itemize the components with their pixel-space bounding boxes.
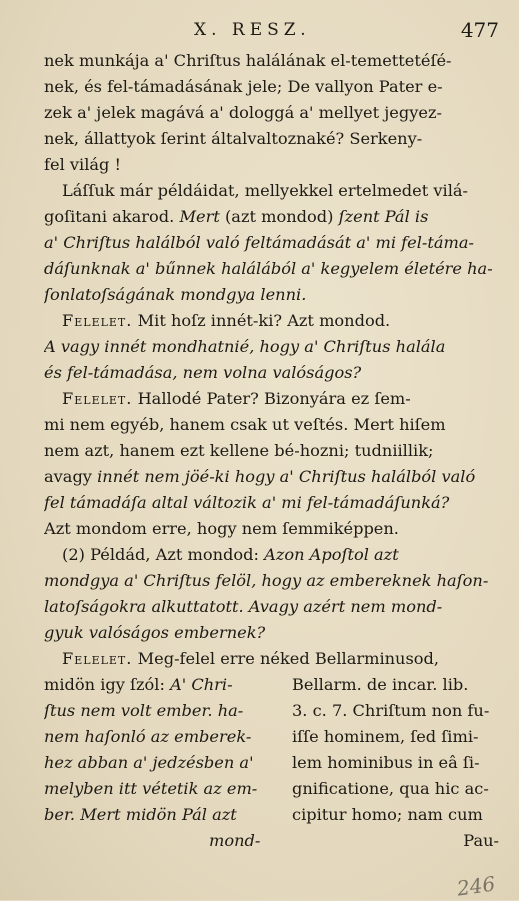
text-segment: Mit hoſz innét-ki? Azt mondod. [132,311,391,330]
text-segment: iſſe hominem, ſed ſimi- [292,727,479,746]
text-segment: ſzent Pál is [338,207,429,226]
text-line [44,464,501,490]
catchword-left: mond- [209,831,261,850]
text-segment: Láſſuk már példáidat, mellyekkel ertelmedet vilá- [62,181,469,200]
text-line [44,568,501,594]
text-line [44,542,501,568]
text-segment: mi nem egyéb, hanem csak ut veſtés. Mert hiſem [44,415,446,434]
text-segment: gyuk valóságos embernek? [44,623,266,642]
text-segment: hez abban a' jedzésben a' [44,753,254,772]
text-line [44,672,292,698]
text-segment: Felelet. [62,311,133,330]
text-line [44,802,292,828]
text-line [292,698,501,724]
text-line [44,724,292,750]
text-line [44,620,501,646]
text-segment: a' Chriſtus halálból való feltámadását a' mi fel-táma- [44,233,475,252]
text-line [44,100,501,126]
text-segment: nem haſonló az emberek- [44,727,252,746]
text-segment: (azt mondod) [219,207,339,226]
text-line [44,516,501,542]
text-line [44,178,501,204]
text-line [44,334,501,360]
text-segment: A vagy innét mondhatnié, hogy a' Chriſtus halála [44,337,446,356]
text-segment: (2) Példád, Azt mondod: [62,545,265,564]
page-number: 477 [460,18,499,42]
main-column [44,672,292,828]
text-line [292,724,501,750]
text-line [292,672,501,698]
text-line [44,438,501,464]
text-segment: avagy [44,467,98,486]
text-line [44,698,292,724]
text-segment: Hallodé Pater? Bizonyára ez ſem- [132,389,411,408]
text-segment: nek, állattyok ſerint általvaltoznaké? Serkeny- [44,129,423,148]
text-segment: midön igy ſzól: [44,675,171,694]
text-line [44,776,292,802]
text-segment: Mert [179,207,220,226]
text-segment: lem hominibus in eâ ſi- [292,753,480,772]
two-column-block [44,672,501,828]
text-segment: latoſságokra alkuttatott. Avagy azért nem mond- [44,597,443,616]
pencil-mark: 246 [455,871,497,901]
text-line [44,230,501,256]
catchword-line [44,828,501,854]
text-segment: Felelet. [62,389,133,408]
text-line [44,360,501,386]
text-segment: gnificatione, qua hic ac- [292,779,489,798]
text-line [44,412,501,438]
text-segment: ſtus nem volt ember. ha- [44,701,244,720]
text-segment: fel támadáſa altal változik a' mi fel-támadáſunká? [44,493,450,512]
body-text [44,48,501,646]
text-segment: nek munkája a' Chriſtus halálának el-temettetéſé- [44,51,452,70]
text-segment: mondgya a' Chriſtus felöl, hogy az embereknek haſon- [44,571,489,590]
text-segment: innét nem jöé-ki hogy a' Chriſtus halálból való [97,467,476,486]
page-header [44,20,501,48]
text-segment: goſitani akarod. [44,207,180,226]
text-segment: A' Chri- [170,675,233,694]
text-segment: ber. Mert midön Pál azt [44,805,237,824]
text-line [44,48,501,74]
marginal-note-column [292,672,501,828]
text-segment: zek a' jelek magává a' dologgá a' mellyet jegyez- [44,103,442,122]
text-line [44,386,501,412]
text-segment: dáſunknak a' bűnnek halálából a' kegyelem életére ha- [44,259,493,278]
text-segment: cipitur homo; nam cum [292,805,483,824]
catchword-right: Pau- [463,831,499,850]
text-line [44,152,501,178]
text-line [44,204,501,230]
text-line [44,594,501,620]
text-line [292,776,501,802]
text-segment: fel világ ! [44,155,122,174]
text-line [44,74,501,100]
text-line [44,750,292,776]
running-head: X. RESZ. [194,20,311,40]
text-line [292,802,501,828]
text-line [44,256,501,282]
text-segment: Felelet. [62,649,133,668]
text-segment: Azon Apoſtol azt [264,545,399,564]
text-segment: Bellarm. de incar. lib. [292,675,469,694]
text-line [44,490,501,516]
text-segment: és fel-támadása, nem volna valóságos? [44,363,362,382]
text-segment: 3. c. 7. Chriſtum non fu- [292,701,490,720]
text-segment: ſonlatoſságának mondgya lenni. [44,285,307,304]
text-segment: nem azt, hanem ezt kellene bé-hozni; tudniillik; [44,441,434,460]
text-segment: melyben itt vétetik az em- [44,779,258,798]
text-segment: Azt mondom erre, hogy nem ſemmiképpen. [44,519,399,538]
text-line [292,750,501,776]
reply-line [44,646,501,672]
text-line [44,308,501,334]
text-line [44,282,501,308]
text-segment: Meg-felel erre néked Bellarminusod, [132,649,440,668]
text-line [44,126,501,152]
text-segment: nek, és fel-támadásának jele; De vallyon Pater e- [44,77,443,96]
